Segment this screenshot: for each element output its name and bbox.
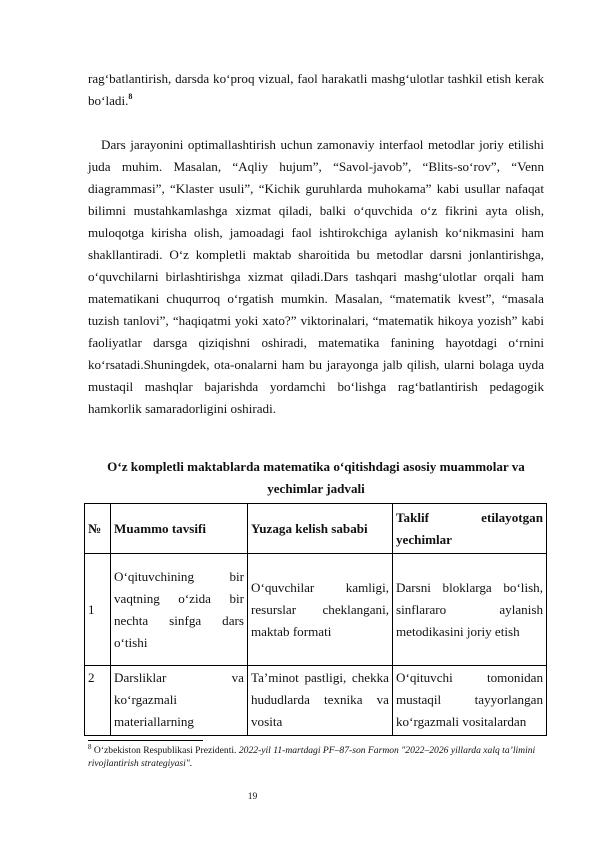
table-caption: O‘z kompletli maktablarda matematika o‘qitishdagi asosiy muammolar va yechimlar jadvali bbox=[107, 459, 525, 496]
footnote bbox=[88, 744, 544, 770]
cell-number: 1 bbox=[85, 554, 111, 666]
paragraph-text: rag‘batlantirish, darsda ko‘proq vizual, faol harakatli mashg‘ulotlar tashkil etish kerak bo‘ladi. bbox=[88, 71, 544, 108]
footnote-reference[interactable]: 8 bbox=[128, 92, 133, 101]
cell-number: 2 bbox=[85, 666, 111, 736]
table-header-row bbox=[85, 504, 547, 554]
page-number-row bbox=[0, 791, 595, 802]
cell-problem: Darsliklar va ko‘rgazmali materiallarning bbox=[111, 666, 248, 736]
footnote-number: 8 bbox=[88, 743, 92, 751]
problems-solutions-table bbox=[84, 503, 547, 736]
paragraph-continuation bbox=[88, 68, 544, 112]
header-cause: Yuzaga kelish sababi bbox=[248, 504, 393, 554]
page-number: 19 bbox=[247, 791, 258, 802]
footnote-source: O‘zbekiston Respublikasi Prezidenti. bbox=[93, 745, 237, 756]
cell-cause: O‘quvchilar kamligi, resurslar cheklangani, maktab formati bbox=[248, 554, 393, 666]
header-solution: Taklif etilayotgan yechimlar bbox=[393, 504, 547, 554]
cell-problem: O‘qituvchining bir vaqtning o‘zida bir nechta sinfga dars o‘tishi bbox=[111, 554, 248, 666]
footnote-title: 2022-yil 11-martdagi PF–87-son Farmon "2022–2026 yillarda xalq ta’limini rivojlantirish strategiyasi". bbox=[88, 745, 536, 769]
cell-cause: Ta’minot pastligi, chekka hududlarda texnika va vosita bbox=[248, 666, 393, 736]
table-row bbox=[85, 666, 547, 736]
cell-solution: Darsni bloklarga bo‘lish, sinflararo aylanish metodikasini joriy etish bbox=[393, 554, 547, 666]
footnote-separator bbox=[88, 740, 203, 741]
header-number: № bbox=[85, 504, 111, 554]
cell-solution: O‘qituvchi tomonidan mustaqil tayyorlangan ko‘rgazmali vositalardan bbox=[393, 666, 547, 736]
header-problem: Muammo tavsifi bbox=[111, 504, 248, 554]
table-row bbox=[85, 554, 547, 666]
paragraph-interactive-methods: Dars jarayonini optimallashtirish uchun zamonaviy interfaol metodlar joriy etilishi juda muhim. Masalan, “Aqliy hujum”, “Savol-javob”, “Blits-so‘rov”, “Venn diagrammasi”, “Klaster usuli”, “Kichik guruhlarda muhokama” kabi usullar nafaqat bilimni mustahkamlashga xizmat qiladi, balki o‘quvchida o‘z fikrini ayta olish, muloqotga kirisha olish, jamoadagi faol ishtirokchiga aylanish ko‘nikmasini ham shakllantiradi. O‘z kompletli maktab sharoitida bu metodlar darsni jonlantirishga, o‘quvchilarni birlashtirishga xizmat qiladi.Dars tashqari mashg‘ulotlar orqali ham matematikani chuqurroq o‘rgatish mumkin. Masalan, “matematik kvest”, “masala tuzish tanlovi”, “haqiqatmi yoki xato?” viktorinalari, “matematik hikoya yozish” kabi faoliyatlar darsga qiziqishni oshiradi, matematika fanining hayotdagi o‘rnini ko‘rsatadi.Shuningdek, ota-onalarni ham bu jarayonga jalb qilish, ularni bolaga uyda mustaqil mashqlar bajarishda yordamchi bo‘lishga rag‘batlantirish pedagogik hamkorlik samaradorligini oshiradi. bbox=[88, 137, 544, 416]
